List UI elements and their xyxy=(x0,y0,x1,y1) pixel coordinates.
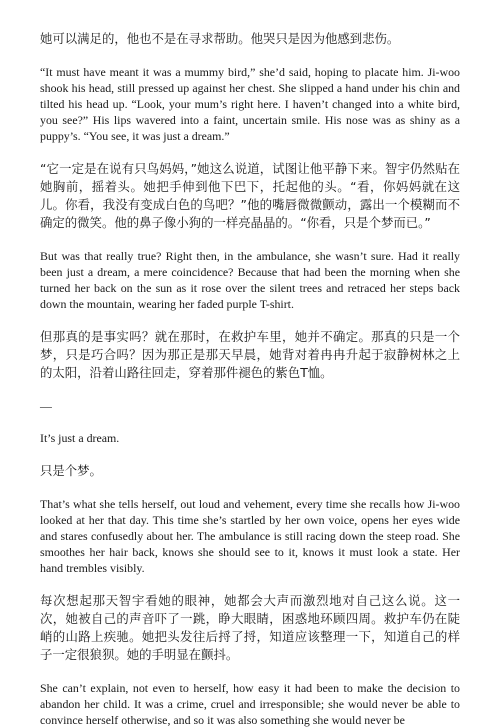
paragraph-en: She can’t explain, not even to herself, how easy it had been to make the decision to abandon her child. It was a crime, cruel and irresponsible; she would never be able to convince herself otherwise, and so it was also something she would never be xyxy=(40,681,460,727)
paragraph-en: That’s what she tells herself, out loud and vehement, every time she recalls how Ji-woo looked at her that day. This time she’s startled by her own voice, opens her eyes wide and stares confusedly about her. The ambulance is still racing down the steep road. She smoothes her hair back, knows she should see to it, knows it must look a state. Her hand trembles visibly. xyxy=(40,497,460,575)
paragraph-zh: 但那真的是事实吗？就在那时，在救护车里，她并不确定。那真的只是一个梦，只是巧合吗？因为那正是那天早晨，她背对着冉冉升起于寂静树林之上的太阳，沿着山路往回走，穿着那件褪色的紫色T恤。 xyxy=(40,329,460,380)
paragraph-zh: 只是个梦。 xyxy=(40,463,102,478)
paragraph-en: It’s just a dream. xyxy=(40,431,120,445)
paragraph-en: But was that really true? Right then, in the ambulance, she wasn’t sure. Had it really been just a dream, a mere coincidence? Because that had been the morning when she turned her back on the sun as it rose over the silent trees and retraced her steps back down the mountain, wearing her faded purple T-shirt. xyxy=(40,249,460,311)
section-divider: — xyxy=(40,399,52,413)
paragraph-zh: 每次想起那天智宇看她的眼神，她都会大声而激烈地对自己这么说。这一次，她被自己的声音吓了一跳，睁大眼睛，困惑地环顾四周。救护车仍在陡峭的山路上疾驰。她把头发往后捋了捋，知道应该整理一下，知道自己的样子一定很狼狈。她的手明显在颤抖。 xyxy=(40,593,460,662)
document-page xyxy=(40,30,460,728)
paragraph-zh: 她可以满足的，他也不是在寻求帮助。他哭只是因为他感到悲伤。 xyxy=(40,31,400,46)
paragraph-en: “It must have meant it was a mummy bird,” she’d said, hoping to placate him. Ji-woo shook his head, still pressed up against her chest. She slipped a hand under his chin and tilted his head up. “Look, your mum’s right here. I haven’t changed into a white bird, you see?” His lips wavered into a faint, uncertain smile. His nose was as shiny as a puppy’s. “You see, it was just a dream.” xyxy=(40,65,460,143)
paragraph-zh: “它一定是在说有只鸟妈妈，”她这么说道，试图让他平静下来。智宇仍然贴在她胸前，摇着头。她把手伸到他下巴下，托起他的头。“看，你妈妈就在这儿。你看，我没有变成白色的鸟吧？”他的嘴唇微微颤动，露出一个模糊而不确定的微笑。他的鼻子像小狗的一样亮晶晶的。“你看，只是个梦而已。” xyxy=(40,161,460,230)
